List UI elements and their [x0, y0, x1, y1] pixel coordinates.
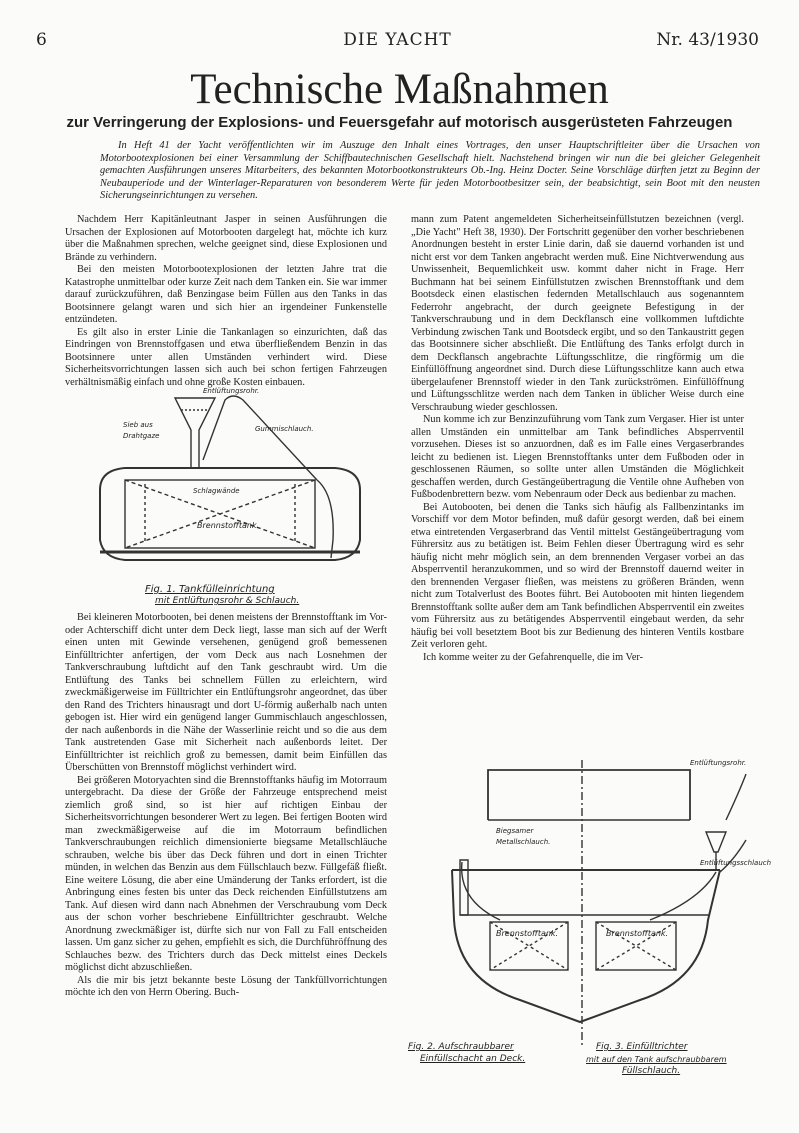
- label-vent-hose: Entlüftungsschlauch: [700, 859, 772, 867]
- figure-3-caption-line2: mit auf den Tank aufschraubbarem: [586, 1055, 727, 1064]
- paragraph: Nun komme ich zur Benzinzuführung vom Tank zum Vergaser. Hier ist unter allen Umständen ein unmittelbar am Tank befindliches Absperrventil vorzusehen. Dieses ist so anzuordnen, daß es im Falle eines Vergaserbrandes leicht zu bedienen ist. Liegen Brennstofftanks unter dem Fußboden oder in geschlossenen Räumen, so sollte unter allen Umständen die Möglichkeit geschaffen werden, durch Gestängeübertragung die Ventile ohne Aufheben von Fußbodenbrettern bezw. vom Nebenraum oder Deck aus bedienbar zu machen.: [411, 414, 744, 500]
- paragraph: mann zum Patent angemeldeten Sicherheitseinfüllstutzen bezeichnen (vergl. „Die Yacht" Heft 38, 1930). Der Fortschritt gegenüber den vorher beschriebenen Anordnungen besteht in erster Linie darin, daß sie dauernd vorhanden ist und nicht erst vor dem Tanken angebracht werden muß. Eine Nichtverwendung aus Unwissenheit, Bequemlichkeit usw. kommt daher nicht in Frage. Herr Buchmann hat bei seinem Einfüllstutzen zwischen Brennstofftank und dem Bootsdeck einen elastischen federnden Metallschlauch aus sogenanntem Federrohr angebracht, der durch geeignete Befestigung in der Tankverschraubung und in dem Deckflansch eine vollkommen luftdichte Verbindung zwischen Tank und Bootsdeck ergibt, und so den Tankaustritt gegen das Bootsinnere sicher abschließt. Die Entlüftung des Tanks erfolgt durch in dem Deckflansch angebrachte Lüftungsschlitze, die ringförmig um die Einfüllöffnung angeordnet sind. Durch diese Lüftungsschlitze kann auch etwa übergelaufener Brennstoff wieder in den Tank zurückströmen. Einfüllöffnung und Lüftungsschlitze werden nach dem Tanken in üblicher Weise durch eine Verschraubung wieder geschlossen.: [411, 214, 744, 413]
- paragraph: Ich komme weiter zu der Gefahrenquelle, die im Ver-: [423, 651, 644, 663]
- paragraph: Bei Autobooten, bei denen die Tanks sich häufig als Fallbenzintanks im Vorschiff vor dem Motor befinden, muß dafür gesorgt werden, daß bei einem etwa eintretenden Vergaserbrand das Ventil mittelst Gestängeübertragung vom Führersitz aus zu betätigen ist. Beim Fehlen dieser Übertragung wird es sehr häufig nicht mehr möglich sein, an dem brennenden Vergaser vorbei an das Absperrventil heranzukommen, und so wird der Brennstoff dauernd weiter in den brennenden Vergaser fließen, was meistens zu größeren Bränden, wenn nicht zum Totalverlust des Bootes führt. Bei Autobooten mit hinten liegendem Brennstofftank sollte außer dem am Tank befindlichen Absperrventil ein zweites vom Führersitz aus zu betätigendes Absperrventil eingebaut werden, da sehr häufig bei voll besetztem Boot bis zur Bedienung des hinteren Ventils kostbare Zeit verloren geht.: [411, 501, 744, 650]
- figure-2-caption-line1: Fig. 2. Aufschraubbarer: [408, 1042, 514, 1052]
- article-subtitle: zur Verringerung der Explosions- und Feuersgefahr auf motorisch ausgerüsteten Fahrzeugen: [66, 114, 733, 131]
- label-sieve: Sieb aus Drahtgaze: [123, 421, 160, 440]
- paragraph: Als die mir bis jetzt bekannte beste Lösung der Tankfüllvorrichtungen möchte ich den von Herrn Obering. Buch-: [65, 974, 387, 998]
- paragraph: Bei größeren Motoryachten sind die Brennstofftanks häufig im Motorraum untergebracht. Da diese der Größe der Fahrzeuge entsprechend meist ziemlich groß sind, so ist hier auf richtigen Einbau der Sicherheitsvorrichtungen besonderer Wert zu legen. Bei fertigen Booten wird man zweckmäßigerweise auf die im Motorraum befindlichen Tankverschraubungen reichlich dimensionierte biegsame Metallschläuche schrauben, welche bis über das Deck führen und dort in einen Trichter münden, in welchen das Benzin aus dem Füllschlauch bezw. Füllgefäß fließt. Eine weitere Lösung, die aber eine Umänderung der Tanks erfordert, ist die Anbringung eines festen bis unter das Deck reichenden Einfüllstutzens am Tank. Auf diesen wird dann nach Abnehmen der Verschraubung vom Deck aus der schon vorher beschriebene Einfülltrichter geschraubt. Welche Anordnung zweckmäßiger ist, dürfte sich nur von Fall zu Fall entscheiden lassen. Um ganz sicher zu gehen, empfiehlt es sich, die Durchführöffnung des Schlauches bezw. des Trichters durch das Deck mittelst eines Deckels möglichst dicht abzuschließen.: [65, 774, 387, 973]
- label-vent-pipe: Entlüftungsrohr.: [203, 387, 260, 395]
- paragraph: Nachdem Herr Kapitänleutnant Jasper in seinen Ausführungen die Ursachen der Explosionen auf Motorbooten dargelegt hat, möchte ich kurz über die Maßnahmen sprechen, welche geeignet sind, diese Explosionen und Brände zu verhindern.: [65, 214, 387, 263]
- figure-2-3-drawing: [400, 760, 772, 1045]
- left-column-bottom: [65, 612, 387, 1000]
- label-hose: Gummischlauch.: [255, 425, 314, 433]
- right-column: [411, 214, 744, 664]
- paragraph: Bei den meisten Motorbootexplosionen der letzten Jahre trat die Katastrophe unmittelbar oder kurze Zeit nach dem Tanken ein. Sie war immer darauf zurückzuführen, daß Benzingase beim Füllen aus den Tanks in das Bootsinnere gelangt waren und sich hier an irgendeiner Funkenstelle entzündeten.: [65, 264, 387, 325]
- article-intro: In Heft 41 der Yacht veröffentlichten wir im Auszuge den Inhalt eines Vortrages, den unser Hauptschriftleiter über die Ursachen von Motorbootexplosionen bei einer Versammlung der Schiffbautechnischen Gesellschaft hielt. Nachstehend bringen wir nun die bei gleicher Gelegenheit gemachten Ausführungen unseres Mitarbeiters, des bekannten Motorbootkonstrukteurs Ob.-Ing. Heinz Docter. Seine Vorschläge dürften jetzt zu Beginn der Neubauperiode und der Winterlager-Reparaturen von besonderem Werte für jeden Motorbootbesitzer sein, der beabsichtigt, sein Boot mit den neusten Sicherungseinrichtungen zu versehen.: [100, 140, 760, 202]
- page-number: 6: [36, 30, 47, 50]
- figure-2-caption-line2: Einfüllschacht an Deck.: [420, 1054, 526, 1064]
- left-column-top: [65, 214, 387, 389]
- magazine-name: DIE YACHT: [343, 30, 452, 50]
- figure-1-caption-line1: Fig. 1. Tankfülleinrichtung: [145, 584, 275, 595]
- label-metal-hose: Biegsamer Metallschlauch.: [496, 827, 551, 846]
- paragraph: Es gilt also in erster Linie die Tankanlagen so einzurichten, daß das Eindringen von Brennstoffgasen und etwa überfließendem Benzin in das Bootsinnere unter allen Umständen verhindert wird. Diese Sicherheitsvorrichtungen lassen sich auch bei schon fertigen Fahrzeugen verhältnismäßig einfach und ohne große Kosten einbauen.: [65, 326, 387, 388]
- figure-3-caption-line3: Füllschlauch.: [622, 1066, 681, 1076]
- figure-3-caption-line1: Fig. 3. Einfülltrichter: [596, 1042, 688, 1052]
- page-header: [36, 30, 759, 52]
- figure-1-tank-fill-device: [85, 387, 385, 620]
- paragraph: Bei kleineren Motorbooten, bei denen meistens der Brennstofftank im Vor- oder Achterschiff dicht unter dem Deck liegt, lasse man sich auf der Werft einen unten mit Gewinde versehenen, genügend groß bemessenen Einfülltrichter anfertigen, der vom Deck aus nach Losnehmen der Tankverschraubung luftdicht auf den Tank geschraubt wird. Um die Entlüftung des Tanks bei schnellem Füllen zu erleichtern, wird zweckmäßigerweise im Fülltrichter ein Entlüftungsrohr angeordnet, das über den Rand des Trichters hinausragt und dort U-förmig außerhalb nach unten gebogen ist. Hier wird ein genügend langer Gummischlauch angeschlossen, der nach außenbords in die Nähe der Wasserlinie reicht und so die aus dem Tank austretenden Gase mit Sicherheit nach außenbords leitet. Der Einfülltrichter ist reichlich groß zu bemessen, damit beim Einfüllen das Überschütten von Brennstoff möglichst verhindert wird.: [65, 612, 387, 773]
- issue-number: Nr. 43/1930: [656, 30, 759, 50]
- label-baffle: Schlagwände: [193, 487, 240, 495]
- figure-2-3-hull-section: [400, 759, 772, 1090]
- label-tank-right: Brennstofftank.: [606, 929, 669, 938]
- label-tank-left: Brennstofftank.: [496, 929, 559, 938]
- article-title: Technische Maßnahmen: [190, 66, 609, 113]
- label-vent-pipe-right: Entlüftungsrohr.: [690, 759, 747, 767]
- label-tank: Brennstofftank.: [197, 521, 260, 530]
- figure-1-caption-line2: mit Entlüftungsrohr & Schlauch.: [155, 596, 300, 606]
